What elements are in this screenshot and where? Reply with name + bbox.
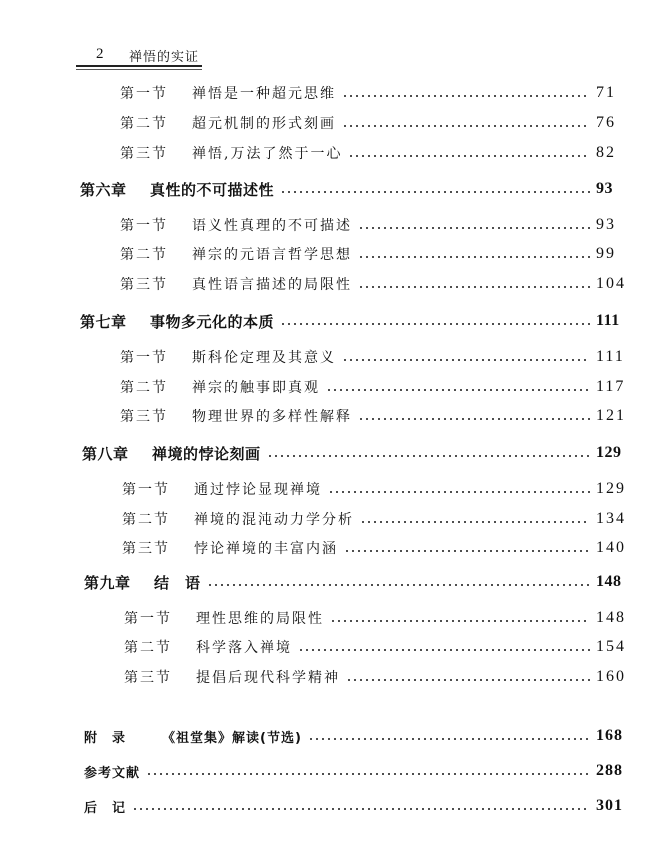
toc-section-row[interactable] xyxy=(120,273,630,295)
dot-leader xyxy=(280,323,590,325)
section-title: 科学落入禅境 xyxy=(196,640,292,656)
dot-leader xyxy=(342,95,590,97)
section-page: 154 xyxy=(596,638,626,655)
toc-chapter-row[interactable] xyxy=(80,178,630,200)
dot-leader xyxy=(267,455,590,457)
section-title: 禅宗的触事即真观 xyxy=(192,380,320,396)
section-label: 第三节 xyxy=(120,146,168,162)
section-title: 通过悖论显现禅境 xyxy=(194,482,322,498)
toc-afterword-row[interactable] xyxy=(84,795,630,817)
page-number: 2 xyxy=(96,46,104,62)
section-page: 117 xyxy=(596,378,626,395)
dot-leader xyxy=(358,256,590,258)
dot-leader xyxy=(132,808,590,810)
book-title: 禅悟的实证 xyxy=(129,50,200,65)
section-label: 第一节 xyxy=(120,86,168,102)
dot-leader xyxy=(358,418,590,420)
running-head xyxy=(76,44,202,70)
toc-appendix-row[interactable] xyxy=(84,725,630,747)
header-rule-thick xyxy=(76,65,202,67)
chapter-page: 148 xyxy=(596,573,622,590)
dot-leader xyxy=(342,125,590,127)
references-title: 参考文献 xyxy=(84,765,141,781)
toc-section-row[interactable] xyxy=(120,214,630,236)
dot-leader xyxy=(308,738,590,740)
dot-leader xyxy=(328,491,590,493)
dot-leader xyxy=(358,286,590,288)
section-label: 第二节 xyxy=(120,116,168,132)
toc-section-row[interactable] xyxy=(120,376,630,398)
section-title: 真性语言描述的局限性 xyxy=(192,277,352,293)
dot-leader xyxy=(207,584,590,586)
section-title: 物理世界的多样性解释 xyxy=(192,409,352,425)
dot-leader xyxy=(348,155,590,157)
toc-section-row[interactable] xyxy=(122,537,630,559)
toc-section-row[interactable] xyxy=(120,405,630,427)
dot-leader xyxy=(298,649,590,651)
chapter-label: 第六章 xyxy=(80,180,127,199)
toc-section-row[interactable] xyxy=(124,666,630,688)
section-page: 93 xyxy=(596,216,616,233)
references-page: 288 xyxy=(596,762,623,779)
chapter-page: 111 xyxy=(596,312,620,329)
section-title: 语义性真理的不可描述 xyxy=(192,218,352,234)
section-page: 111 xyxy=(596,348,625,365)
section-label: 第三节 xyxy=(122,541,170,557)
section-title: 理性思维的局限性 xyxy=(196,611,324,627)
section-title: 禅悟,万法了然于一心 xyxy=(192,146,343,162)
chapter-page: 93 xyxy=(596,180,613,197)
appendix-label: 附 录 xyxy=(84,730,127,746)
toc-references-row[interactable] xyxy=(84,760,630,782)
toc-section-row[interactable] xyxy=(122,508,630,530)
toc-section-row[interactable] xyxy=(124,636,630,658)
section-label: 第一节 xyxy=(124,611,172,627)
section-title: 超元机制的形式刻画 xyxy=(192,116,336,132)
toc-section-row[interactable] xyxy=(120,82,630,104)
section-label: 第一节 xyxy=(120,350,168,366)
section-title: 禅境的混沌动力学分析 xyxy=(194,512,354,528)
section-page: 148 xyxy=(596,609,626,626)
dot-leader xyxy=(330,620,590,622)
section-title: 禅宗的元语言哲学思想 xyxy=(192,247,352,263)
toc-chapter-row[interactable] xyxy=(80,310,630,332)
section-title: 悖论禅境的丰富内涵 xyxy=(194,541,338,557)
toc-section-row[interactable] xyxy=(120,243,630,265)
chapter-label: 第九章 xyxy=(84,573,131,592)
section-page: 99 xyxy=(596,245,616,262)
section-label: 第三节 xyxy=(120,409,168,425)
dot-leader xyxy=(280,191,590,193)
section-page: 104 xyxy=(596,275,626,292)
section-label: 第二节 xyxy=(120,380,168,396)
dot-leader xyxy=(360,521,590,523)
toc-section-row[interactable] xyxy=(120,112,630,134)
section-label: 第一节 xyxy=(122,482,170,498)
afterword-page: 301 xyxy=(596,797,623,814)
section-page: 140 xyxy=(596,539,626,556)
section-title: 提倡后现代科学精神 xyxy=(196,670,340,686)
section-page: 76 xyxy=(596,114,616,131)
section-page: 129 xyxy=(596,480,626,497)
section-page: 160 xyxy=(596,668,626,685)
chapter-page: 129 xyxy=(596,444,622,461)
section-label: 第二节 xyxy=(122,512,170,528)
section-title: 禅悟是一种超元思维 xyxy=(192,86,336,102)
section-page: 71 xyxy=(596,84,616,101)
section-label: 第三节 xyxy=(124,670,172,686)
appendix-title: 《祖堂集》解读(节选) xyxy=(162,730,302,746)
chapter-label: 第八章 xyxy=(82,444,129,463)
appendix-page: 168 xyxy=(596,727,623,744)
section-title: 斯科伦定理及其意义 xyxy=(192,350,336,366)
section-page: 82 xyxy=(596,144,616,161)
section-label: 第三节 xyxy=(120,277,168,293)
toc-section-row[interactable] xyxy=(120,142,630,164)
chapter-title: 禅境的悖论刻画 xyxy=(152,444,261,463)
chapter-label: 第七章 xyxy=(80,312,127,331)
dot-leader xyxy=(326,389,590,391)
dot-leader xyxy=(346,679,590,681)
toc-section-row[interactable] xyxy=(122,478,630,500)
section-label: 第二节 xyxy=(120,247,168,263)
chapter-title: 结 语 xyxy=(154,573,201,592)
afterword-title: 后 记 xyxy=(84,800,127,816)
toc-chapter-row[interactable] xyxy=(84,571,630,593)
toc-chapter-row[interactable] xyxy=(82,442,630,464)
header-rule-thin xyxy=(76,69,202,70)
dot-leader xyxy=(344,550,590,552)
chapter-title: 事物多元化的本质 xyxy=(150,312,275,331)
dot-leader xyxy=(342,359,590,361)
dot-leader xyxy=(358,227,590,229)
chapter-title: 真性的不可描述性 xyxy=(150,180,275,199)
section-page: 121 xyxy=(596,407,626,424)
section-page: 134 xyxy=(596,510,626,527)
toc-section-row[interactable] xyxy=(120,346,630,368)
section-label: 第二节 xyxy=(124,640,172,656)
toc-section-row[interactable] xyxy=(124,607,630,629)
section-label: 第一节 xyxy=(120,218,168,234)
dot-leader xyxy=(146,773,590,775)
